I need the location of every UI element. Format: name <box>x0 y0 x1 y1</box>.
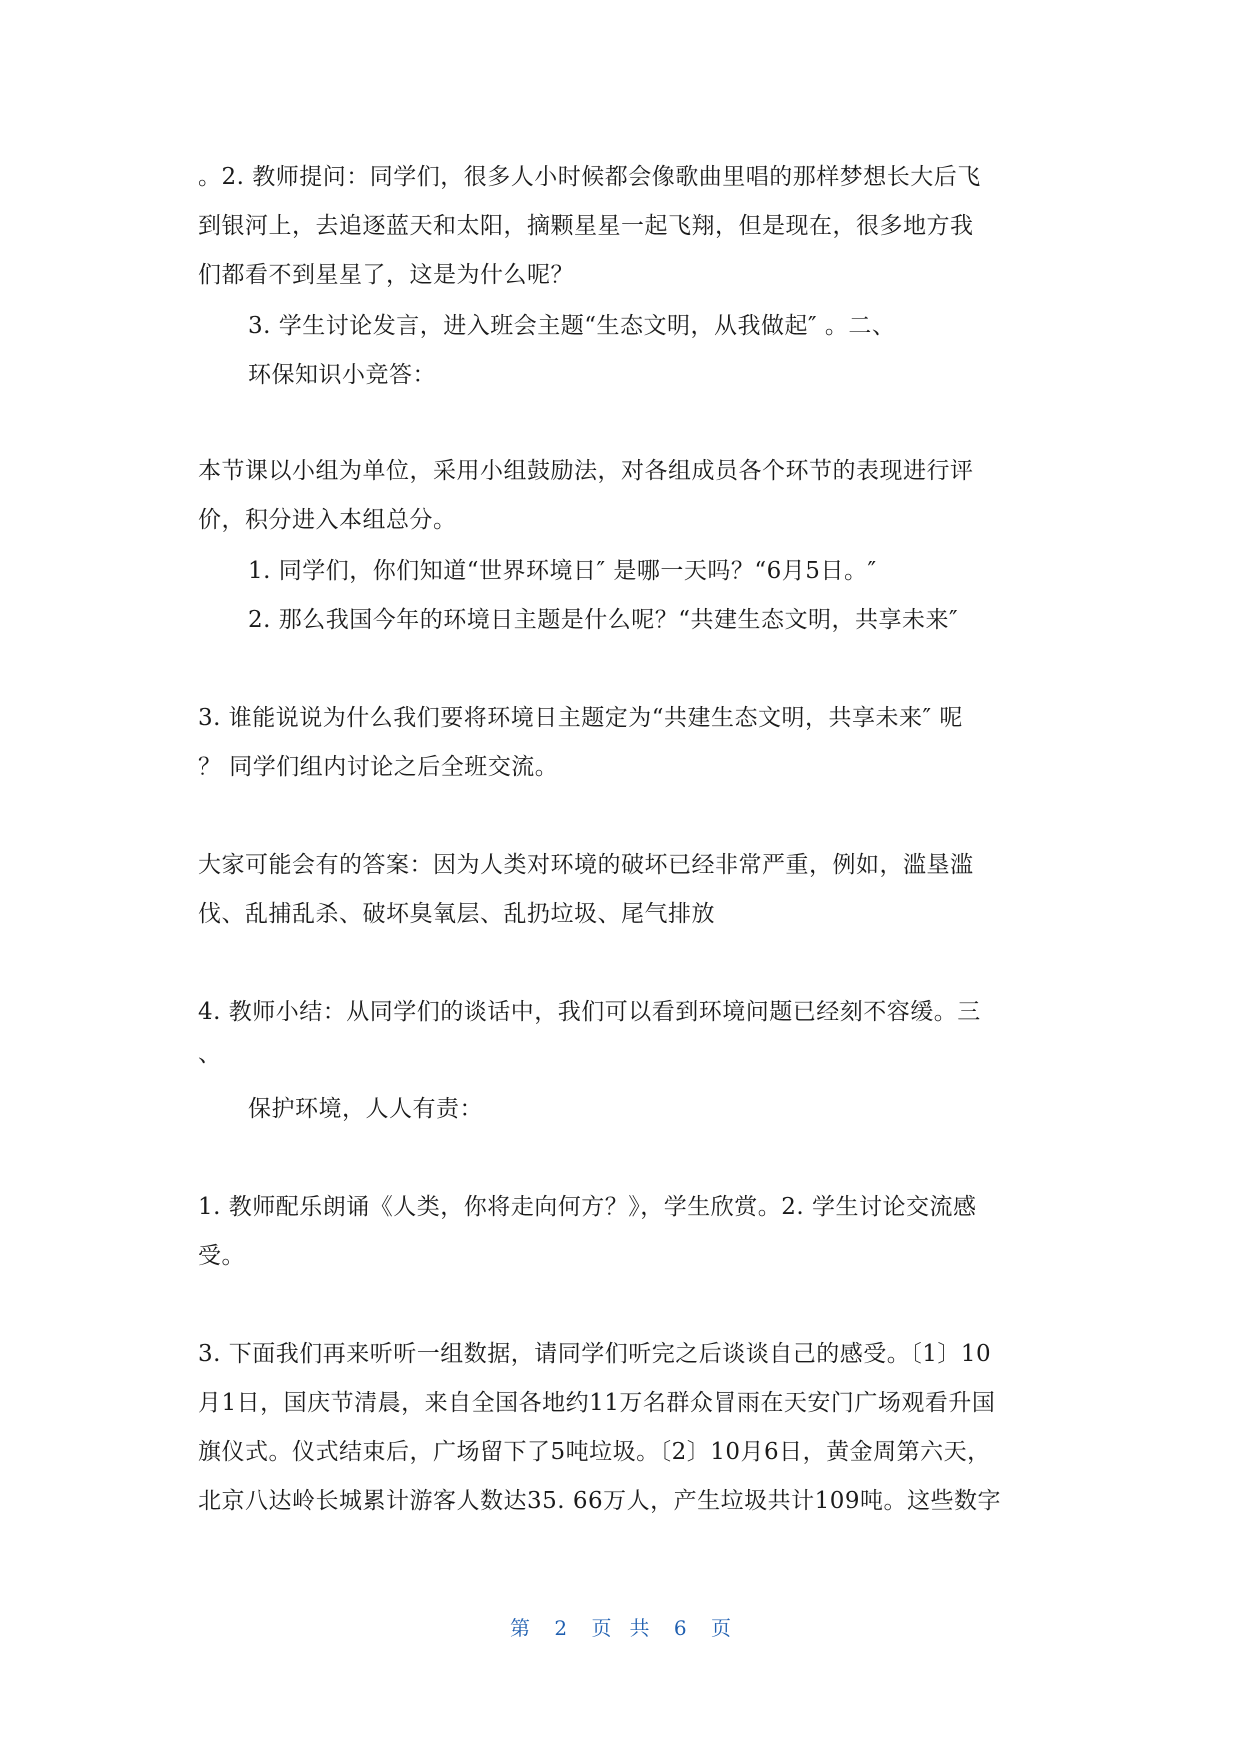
text-line: 、 <box>198 1041 222 1067</box>
text-line: 本节课以小组为单位，采用小组鼓励法，对各组成员各个环节的表现进行评 <box>198 458 974 484</box>
text-line: 受。 <box>198 1243 245 1269</box>
text-line: 到银河上，去追逐蓝天和太阳，摘颗星星一起飞翔，但是现在，很多地方我 <box>198 213 974 239</box>
text-line: 们都看不到星星了，这是为什么呢？ <box>198 262 574 288</box>
text-line: 3. 下面我们再来听听一组数据，请同学们听完之后谈谈自己的感受。〔1〕10 <box>198 1341 992 1367</box>
footer-ye2: 页 <box>710 1616 731 1640</box>
text-line: ？ 同学们组内讨论之后全班交流。 <box>198 754 559 780</box>
footer-gong: 共 <box>629 1616 650 1640</box>
footer-ye: 页 <box>591 1616 612 1640</box>
text-line: 北京八达岭长城累计游客人数达35. 66万人，产生垃圾共计109吨。这些数字 <box>198 1488 1002 1514</box>
page-footer <box>0 1615 1241 1641</box>
text-line: 伐、乱捕乱杀、破坏臭氧层、乱扔垃圾、尾气排放 <box>198 901 715 927</box>
text-line: 价，积分进入本组总分。 <box>198 507 457 533</box>
footer-di: 第 <box>510 1616 531 1640</box>
text-line: 旗仪式。仪式结束后，广场留下了5吨垃圾。〔2〕10月6日，黄金周第六天， <box>198 1439 991 1465</box>
text-line: 3. 学生讨论发言，进入班会主题“生态文明，从我做起″ 。二、 <box>248 313 896 339</box>
text-line: 1. 同学们，你们知道“世界环境日″ 是哪一天吗？“6月5日。″ <box>248 558 877 584</box>
text-line: 2. 那么我国今年的环境日主题是什么呢？“共建生态文明，共享未来″ <box>248 607 959 633</box>
text-line: 月1日，国庆节清晨，来自全国各地约11万名群众冒雨在天安门广场观看升国 <box>198 1390 996 1416</box>
text-line: 。2. 教师提问：同学们，很多人小时候都会像歌曲里唱的那样梦想长大后飞 <box>198 164 981 190</box>
text-line: 4. 教师小结：从同学们的谈话中，我们可以看到环境问题已经刻不容缓。三 <box>198 999 981 1025</box>
text-line: 1. 教师配乐朗诵《人类，你将走向何方？》，学生欣赏。2. 学生讨论交流感 <box>198 1194 977 1220</box>
text-line: 大家可能会有的答案：因为人类对环境的破坏已经非常严重，例如，滥垦滥 <box>198 852 974 878</box>
text-line: 环保知识小竞答： <box>248 362 436 388</box>
text-line: 3. 谁能说说为什么我们要将环境日主题定为“共建生态文明，共享未来″ 呢 <box>198 705 963 731</box>
text-line: 保护环境，人人有责： <box>248 1096 483 1122</box>
footer-page-number: 2 <box>554 1616 568 1640</box>
footer-total-pages: 6 <box>673 1616 687 1640</box>
